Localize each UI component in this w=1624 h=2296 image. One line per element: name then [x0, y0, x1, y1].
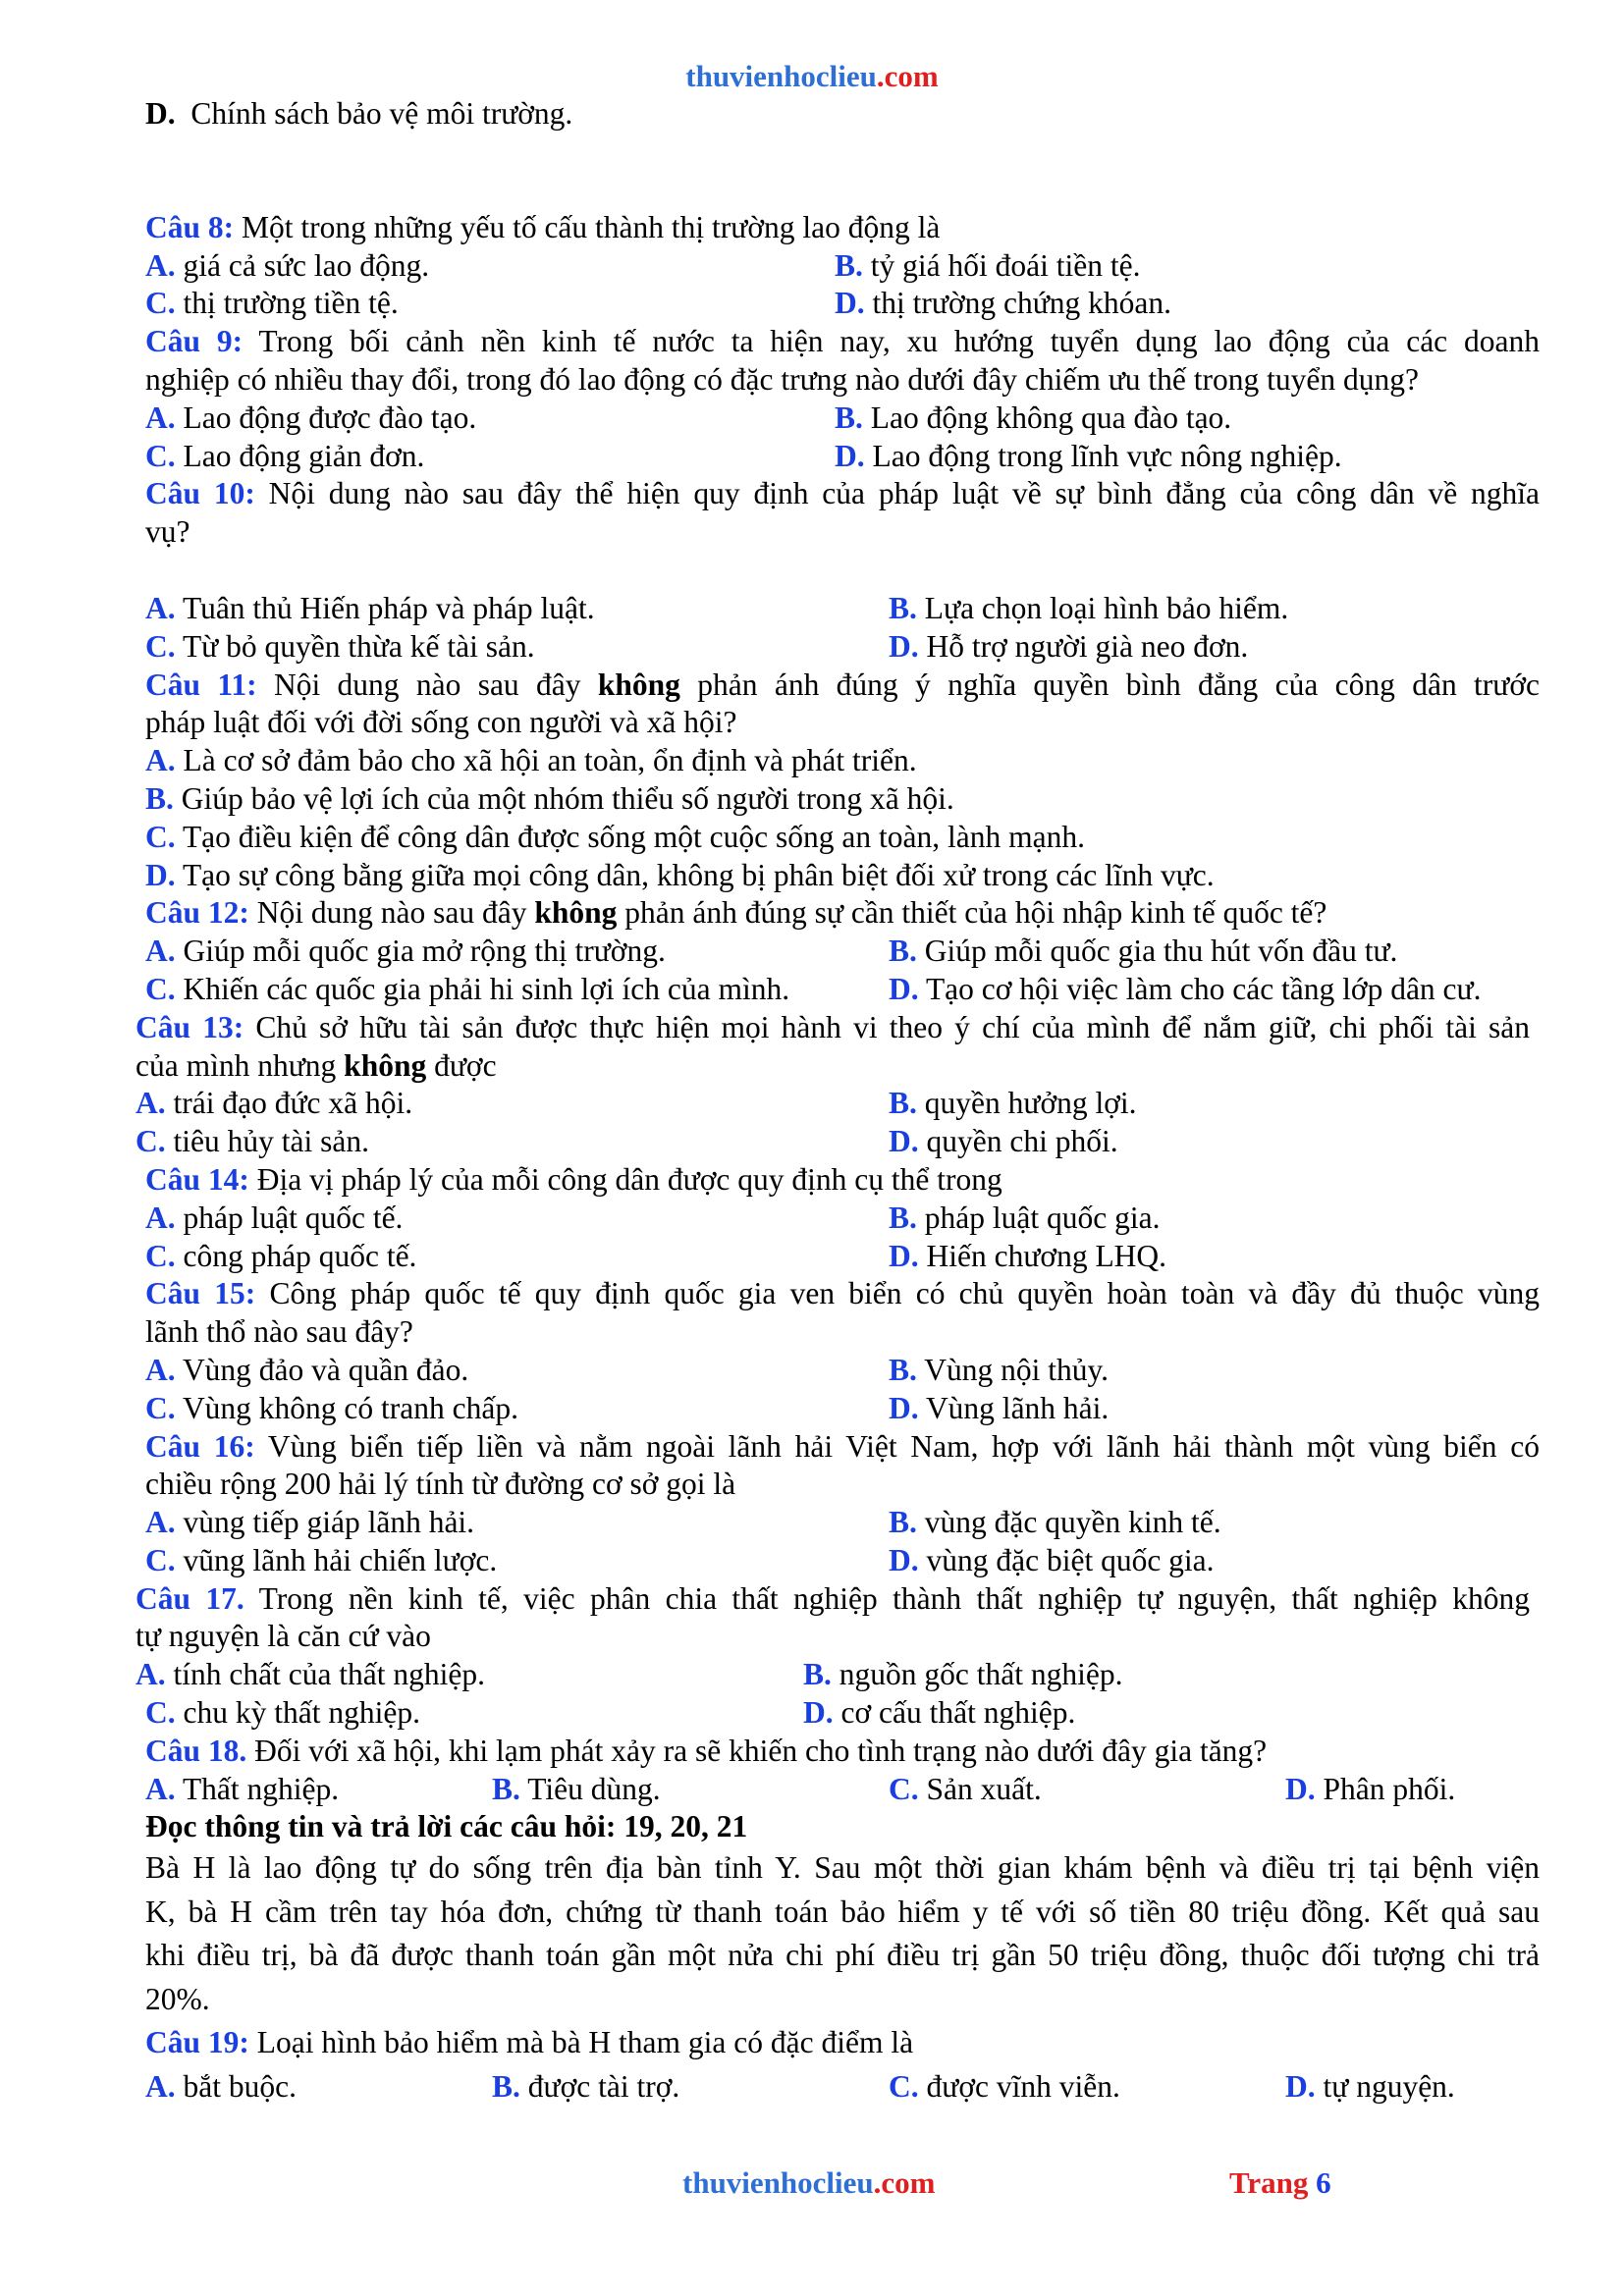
- question-label: Câu 9:: [145, 324, 244, 359]
- option-c-label: C.: [145, 819, 176, 854]
- question-text: Chủ sở hữu tài sản được thực hiện mọi hành vi theo ý chí của mình để nắm giữ, chi phối tài sản: [255, 1009, 1531, 1044]
- option-d: [889, 1542, 1215, 1580]
- question-text: phản ánh đúng ý nghĩa quyền bình đẳng của công dân trước: [697, 667, 1541, 702]
- option-c-label: C.: [145, 1542, 176, 1577]
- option-b-text: nguồn gốc thất nghiệp.: [839, 1657, 1123, 1692]
- option-d-text: quyền chi phối.: [926, 1124, 1118, 1159]
- option-a-label: A.: [145, 1771, 176, 1806]
- option-c-label: C.: [145, 1390, 176, 1425]
- option-c-text: Vùng không có tranh chấp.: [182, 1390, 518, 1425]
- options-row: [145, 1542, 1540, 1580]
- option-a-label: A.: [145, 590, 176, 625]
- options-row: [145, 590, 1540, 628]
- question-text: Vùng biển tiếp liền và nằm ngoài lãnh hải Việt Nam, hợp với lãnh hải thành một vùng biển có: [267, 1428, 1541, 1464]
- option-line: [145, 819, 1540, 857]
- option-b-text: Giúp bảo vệ lợi ích của một nhóm thiểu số người trong xã hội.: [181, 780, 954, 816]
- page-number: [1229, 2163, 1331, 2203]
- question-text-line: chiều rộng 200 hải lý tính từ đường cơ sở gọi là: [145, 1467, 736, 1502]
- option-a-label: A.: [145, 743, 176, 778]
- option-d: [1285, 1771, 1455, 1809]
- option-b: [889, 1200, 1160, 1238]
- question-label: Câu 17.: [135, 1580, 244, 1616]
- page-header-site[interactable]: [0, 57, 1624, 96]
- question-label: Câu 15:: [145, 1276, 256, 1311]
- option-a-label: A.: [145, 247, 176, 283]
- option-d: [889, 1123, 1118, 1161]
- option-d-label: D.: [889, 1124, 919, 1159]
- question-text-line: vụ?: [145, 514, 190, 550]
- option-c-text: chu kỳ thất nghiệp.: [183, 1695, 420, 1731]
- option-label: D.: [145, 96, 176, 131]
- option-d-label: D.: [835, 438, 865, 473]
- question-text: Một trong những yếu tố cấu thành thị trường lao động là: [242, 209, 941, 244]
- option-a-label: A.: [145, 1200, 176, 1235]
- option-c-label: C.: [135, 1124, 166, 1159]
- option-a-text: giá cả sức lao động.: [183, 247, 430, 283]
- question-17: [135, 1580, 1530, 1619]
- option-b: [889, 590, 1288, 628]
- question-9: [145, 323, 1540, 361]
- option-c-label: C.: [145, 286, 176, 321]
- question-8: [145, 209, 1540, 247]
- question-keyword: không: [344, 1047, 427, 1083]
- option-line: [145, 780, 1540, 819]
- question-text-line: nghiệp có nhiều thay đổi, trong đó lao động có đặc trưng nào dưới đây chiếm ưu thế trong tuyển dụng?: [145, 361, 1419, 397]
- options-row: [145, 1694, 1540, 1733]
- options-row: [135, 1085, 1530, 1123]
- option-b-label: B.: [492, 2068, 520, 2104]
- question-text-line: pháp luật đối với đời sống con người và xã hội?: [145, 705, 737, 740]
- option-d: [889, 971, 1481, 1009]
- question-12: [145, 894, 1540, 933]
- option-c-text: Sản xuất.: [926, 1771, 1042, 1806]
- question-text: Đối với xã hội, khi lạm phát xảy ra sẽ khiến cho tình trạng nào dưới đây gia tăng?: [254, 1733, 1268, 1768]
- option-a-text: pháp luật quốc tế.: [183, 1200, 404, 1235]
- option-c-label: C.: [145, 1238, 176, 1273]
- question-text: Nội dung nào sau đây thể hiện quy định của pháp luật về sự bình đẳng của công dân về nghĩa: [268, 476, 1540, 511]
- option-b-label: B.: [145, 780, 174, 816]
- option-a-label: A.: [145, 1505, 176, 1540]
- option-b-text: Giúp mỗi quốc gia thu hút vốn đầu tư.: [924, 934, 1398, 969]
- question-label: Câu 16:: [145, 1428, 255, 1464]
- option-b-label: B.: [889, 1352, 917, 1387]
- option-d-text: Hỗ trợ người già neo đơn.: [926, 628, 1249, 664]
- option-d-label: D.: [835, 286, 865, 321]
- option-a-text: Lao động được đào tạo.: [183, 400, 477, 435]
- option-c-text: vũng lãnh hải chiến lược.: [183, 1542, 498, 1577]
- option-b: [835, 400, 1231, 438]
- question-text-line: lãnh thổ nào sau đây?: [145, 1314, 413, 1350]
- question-text: phản ánh đúng sự cần thiết của hội nhập kinh tế quốc tế?: [624, 895, 1327, 931]
- question-label: Câu 10:: [145, 476, 255, 511]
- question-text: Công pháp quốc tế quy định quốc gia ven biển có chủ quyền hoàn toàn và đầy đủ thuộc vùng: [269, 1276, 1540, 1311]
- options-row: [145, 1771, 1540, 1809]
- question-15: [145, 1275, 1540, 1313]
- option-b: [492, 2065, 679, 2109]
- options-row: [145, 247, 1540, 286]
- option-d: [835, 285, 1171, 323]
- option-d-label: D.: [889, 1542, 919, 1577]
- option-d-label: D.: [889, 1390, 919, 1425]
- option-d: [889, 1390, 1109, 1428]
- options-row: [135, 1123, 1530, 1161]
- options-row: [145, 2065, 1540, 2109]
- option-c-label: C.: [145, 438, 176, 473]
- site-name: thuvienhoclieu: [685, 59, 877, 93]
- option-line: [145, 95, 1540, 133]
- option-c-label: C.: [145, 971, 176, 1006]
- question-label: Câu 14:: [145, 1161, 249, 1197]
- option-d-text: Tạo sự công bằng giữa mọi công dân, không bị phân biệt đối xử trong các lĩnh vực.: [182, 857, 1215, 892]
- option-b-text: Lựa chọn loại hình bảo hiểm.: [924, 590, 1289, 625]
- option-d: [803, 1694, 1075, 1733]
- options-row: [145, 971, 1540, 1009]
- option-a-label: A.: [145, 934, 176, 969]
- reading-heading: Đọc thông tin và trả lời các câu hỏi: 19, 20, 21: [145, 1809, 748, 1844]
- option-b-text: tỷ giá hối đoái tiền tệ.: [870, 247, 1141, 283]
- option-a-text: bắt buộc.: [183, 2068, 297, 2104]
- option-b-label: B.: [803, 1657, 832, 1692]
- options-row: [135, 1656, 1530, 1694]
- question-label: Câu 11:: [145, 667, 257, 702]
- option-b-text: Tiêu dùng.: [527, 1771, 661, 1806]
- option-d-text: Phân phối.: [1323, 1771, 1456, 1806]
- option-b: [889, 933, 1397, 971]
- option-d: [1285, 2065, 1455, 2109]
- question-label: Câu 13:: [135, 1009, 244, 1044]
- reading-line: Bà H là lao động tự do sống trên địa bàn tỉnh Y. Sau một thời gian khám bệnh và điều trị tại bệnh viện: [145, 1850, 1540, 1886]
- option-d-label: D.: [889, 971, 919, 1006]
- question-text: Trong bối cảnh nền kinh tế nước ta hiện nay, xu hướng tuyển dụng lao động của các doanh: [258, 324, 1541, 359]
- option-c-text: Khiến các quốc gia phải hi sinh lợi ích của mình.: [183, 971, 790, 1006]
- option-d-label: D.: [803, 1695, 834, 1731]
- option-b-label: B.: [835, 400, 863, 435]
- option-d-text: Vùng lãnh hải.: [925, 1390, 1110, 1425]
- option-b-label: B.: [889, 1505, 917, 1540]
- option-c: [889, 2065, 1120, 2109]
- question-10: [145, 475, 1540, 513]
- reading-line: khi điều trị, bà đã được thanh toán gần một nửa chi phí điều trị gần 50 triệu đồng, thuộc đối tượng chi trả: [145, 1938, 1540, 1973]
- options-row: [145, 1238, 1540, 1276]
- question-13: [135, 1009, 1530, 1047]
- options-row: [145, 400, 1540, 438]
- option-b-label: B.: [889, 1086, 917, 1121]
- document-body: [135, 95, 1541, 2109]
- option-b-text: Vùng nội thủy.: [924, 1352, 1110, 1387]
- options-row: [145, 628, 1540, 667]
- option-b-text: quyền hưởng lợi.: [924, 1086, 1137, 1121]
- option-c-text: được vĩnh viễn.: [926, 2068, 1120, 2104]
- option-c-text: tiêu hủy tài sản.: [173, 1124, 369, 1159]
- question-label: Câu 18.: [145, 1733, 247, 1768]
- question-11: [145, 667, 1540, 705]
- question-text: được: [434, 1047, 497, 1083]
- option-d-text: Lao động trong lĩnh vực nông nghiệp.: [872, 438, 1342, 473]
- question-19: [145, 2021, 1540, 2065]
- option-c: [889, 1771, 1042, 1809]
- option-a-text: Giúp mỗi quốc gia mở rộng thị trường.: [183, 934, 666, 969]
- option-b: [889, 1085, 1137, 1123]
- option-a-label: A.: [135, 1657, 166, 1692]
- option-d-text: cơ cấu thất nghiệp.: [840, 1695, 1076, 1731]
- option-a-text: vùng tiếp giáp lãnh hải.: [183, 1505, 475, 1540]
- option-c-text: Lao động giản đơn.: [183, 438, 425, 473]
- option-d-label: D.: [889, 1238, 919, 1273]
- option-a-text: tính chất của thất nghiệp.: [173, 1657, 486, 1692]
- reading-line: K, bà H cầm trên tay hóa đơn, chứng từ thanh toán bảo hiểm y tế với số tiền 80 triệu đồng. Kết quả sau: [145, 1894, 1540, 1929]
- option-b: [492, 1771, 661, 1809]
- option-d-text: Tạo cơ hội việc làm cho các tầng lớp dân cư.: [925, 971, 1482, 1006]
- option-d: [889, 1238, 1166, 1276]
- option-a-label: A.: [145, 1352, 176, 1387]
- option-a-label: A.: [145, 400, 176, 435]
- options-row: [145, 1504, 1540, 1542]
- option-b: [803, 1656, 1122, 1694]
- option-c-label: C.: [145, 1695, 176, 1731]
- option-d-text: Hiến chương LHQ.: [926, 1238, 1167, 1273]
- option-b: [835, 247, 1140, 286]
- option-d-label: D.: [1285, 1771, 1316, 1806]
- option-b-text: Lao động không qua đào tạo.: [870, 400, 1232, 435]
- option-b-label: B.: [889, 590, 917, 625]
- option-d-label: D.: [1285, 2068, 1316, 2104]
- site-tld: .com: [873, 2165, 936, 2200]
- option-d-text: vùng đặc biệt quốc gia.: [926, 1542, 1215, 1577]
- option-b-text: được tài trợ.: [527, 2068, 680, 2104]
- option-a-label: A.: [135, 1086, 166, 1121]
- option-b: [889, 1504, 1221, 1542]
- option-b-label: B.: [835, 247, 863, 283]
- option-a-text: Tuân thủ Hiến pháp và pháp luật.: [182, 590, 595, 625]
- question-14: [145, 1161, 1540, 1200]
- question-keyword: không: [534, 895, 618, 931]
- question-text: Trong nền kinh tế, việc phân chia thất nghiệp thành thất nghiệp tự nguyện, thất nghiệp không: [258, 1580, 1530, 1616]
- option-d-label: D.: [145, 857, 176, 892]
- option-a-label: A.: [145, 2068, 176, 2104]
- question-text-line: [135, 1047, 1530, 1086]
- question-text: Nội dung nào sau đây: [273, 667, 581, 702]
- option-b-label: B.: [889, 934, 917, 969]
- option-c-label: C.: [889, 1771, 919, 1806]
- question-text: Nội dung nào sau đây: [256, 895, 527, 931]
- option-c-label: C.: [145, 628, 176, 664]
- option-b-text: vùng đặc quyền kinh tế.: [924, 1505, 1221, 1540]
- question-text: Địa vị pháp lý của mỗi công dân được quy định cụ thể trong: [256, 1161, 1002, 1197]
- option-c-label: C.: [889, 2068, 919, 2104]
- options-row: [145, 1390, 1540, 1428]
- reading-line: 20%.: [145, 1981, 210, 2016]
- option-c-text: thị trường tiền tệ.: [183, 286, 399, 321]
- option-b: [889, 1352, 1109, 1390]
- options-row: [145, 1352, 1540, 1390]
- options-row: [145, 1200, 1540, 1238]
- option-c-text: Từ bỏ quyền thừa kế tài sản.: [182, 628, 535, 664]
- options-row: [145, 438, 1540, 476]
- option-b-label: B.: [492, 1771, 520, 1806]
- options-row: [145, 285, 1540, 323]
- option-a-text: Thất nghiệp.: [182, 1771, 340, 1806]
- page-number-value: 6: [1316, 2165, 1331, 2200]
- question-label: Câu 19:: [145, 2025, 249, 2060]
- option-a-text: Là cơ sở đảm bảo cho xã hội an toàn, ổn định và phát triển.: [183, 743, 917, 778]
- option-d-text: thị trường chứng khóan.: [872, 286, 1172, 321]
- footer-site-link[interactable]: [682, 2163, 936, 2203]
- option-d: [835, 438, 1342, 476]
- question-label: Câu 8:: [145, 209, 235, 244]
- option-text: Chính sách bảo vệ môi trường.: [190, 96, 573, 131]
- question-18: [145, 1733, 1540, 1771]
- option-c-text: Tạo điều kiện để công dân được sống một cuộc sống an toàn, lành mạnh.: [182, 819, 1085, 854]
- option-a-text: trái đạo đức xã hội.: [173, 1086, 413, 1121]
- option-c-text: công pháp quốc tế.: [183, 1238, 417, 1273]
- options-row: [145, 933, 1540, 971]
- option-d-text: tự nguyện.: [1323, 2068, 1455, 2104]
- question-16: [145, 1428, 1540, 1467]
- question-label: Câu 12:: [145, 895, 249, 931]
- option-b-text: pháp luật quốc gia.: [924, 1200, 1161, 1235]
- question-keyword: không: [597, 667, 680, 702]
- site-tld: .com: [876, 59, 939, 93]
- page-label: Trang: [1229, 2165, 1309, 2200]
- site-name: thuvienhoclieu: [682, 2165, 874, 2200]
- option-b-label: B.: [889, 1200, 917, 1235]
- question-text: của mình nhưng: [135, 1047, 337, 1083]
- option-line: [145, 857, 1540, 895]
- question-text: Loại hình bảo hiểm mà bà H tham gia có đặc điểm là: [256, 2025, 914, 2060]
- option-d: [889, 628, 1248, 667]
- option-line: [145, 742, 1540, 780]
- question-text-line: tự nguyện là căn cứ vào: [135, 1619, 431, 1654]
- option-a-text: Vùng đảo và quần đảo.: [182, 1352, 469, 1387]
- option-d-label: D.: [889, 628, 919, 664]
